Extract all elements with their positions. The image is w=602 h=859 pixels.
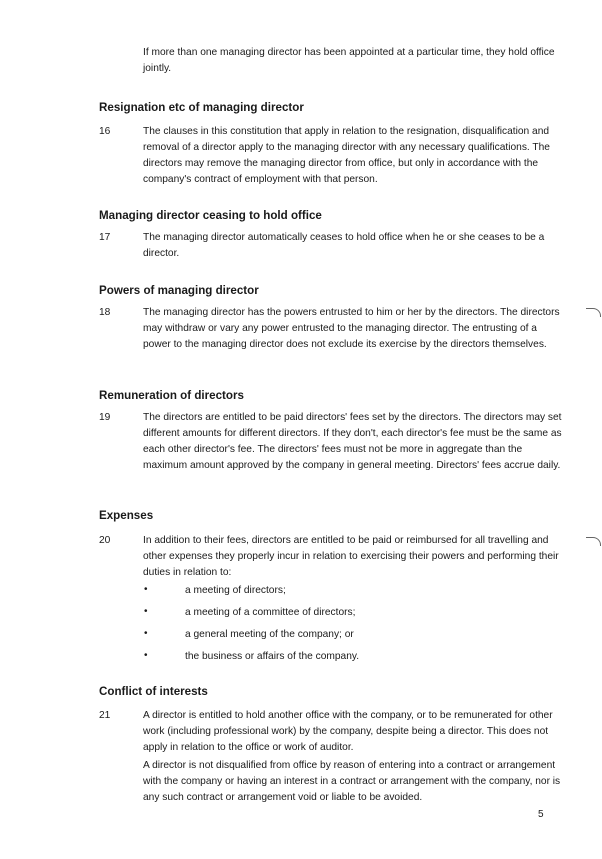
clause-18-text: The managing director has the powers entrusted to him or her by the directors. The directors may withdraw or vary any power entrusted to the managing director. The entrusting of a power to the managing director does not exclude its exercise by the directors themselves. [143, 307, 560, 350]
bullet-marker: • [144, 584, 148, 595]
clause-number-21: 21 [99, 710, 111, 721]
list-item: the business or affairs of the company. [185, 651, 360, 662]
list-item: a meeting of directors; [185, 585, 286, 596]
clause-number-17: 17 [99, 232, 111, 243]
list-item: a general meeting of the company; or [185, 629, 354, 640]
page-number: 5 [538, 809, 544, 820]
clause-21-text: A director is entitled to hold another office with the company, or to be remunerated for other work (including professional work) by the company, despite being a director. This does not apply in relation to the office or work of auditor. [143, 710, 553, 753]
scan-mark [586, 537, 601, 546]
clause-17-text: The managing director automatically ceases to hold office when he or she ceases to be a director. [143, 232, 545, 259]
clause-16-text: The clauses in this constitution that apply in relation to the resignation, disqualification and removal of a director apply to the managing director with any necessary qualifications. The directors may remove the managing director from office, but only in accordance with the company's contract of employment with that person. [143, 126, 550, 185]
heading-remuneration: Remuneration of directors [99, 389, 244, 402]
bullet-marker: • [144, 628, 148, 639]
heading-ceasing-office: Managing director ceasing to hold office [99, 209, 322, 222]
clause-number-18: 18 [99, 307, 111, 318]
clause-19-text: The directors are entitled to be paid directors' fees set by the directors. The directors may set different amounts for different directors. If they don't, each director's fee must be the same as each other director's fee. The directors' fees must not be more in aggregate than the maximum amount approved by the company in general meeting. Directors' fees accrue daily. [143, 412, 562, 471]
clause-number-16: 16 [99, 126, 111, 137]
clause-20-text: In addition to their fees, directors are entitled to be paid or reimbursed for all travelling and other expenses they properly incur in relation to exercising their powers and performing their duties in relation to: [143, 535, 559, 578]
clause-21-text-continued: A director is not disqualified from office by reason of entering into a contract or arrangement with the company or having an interest in a contract or arrangement with the company, nor is any such contract or arrangement void or liable to be avoided. [143, 760, 561, 803]
heading-powers: Powers of managing director [99, 284, 259, 297]
scan-mark [586, 308, 601, 317]
bullet-marker: • [144, 650, 148, 661]
intro-paragraph: If more than one managing director has been appointed at a particular time, they hold office jointly. [143, 47, 555, 74]
heading-conflict: Conflict of interests [99, 685, 208, 698]
clause-number-20: 20 [99, 535, 111, 546]
heading-expenses: Expenses [99, 509, 154, 522]
clause-number-19: 19 [99, 412, 111, 423]
list-item: a meeting of a committee of directors; [185, 607, 356, 618]
heading-resignation: Resignation etc of managing director [99, 101, 304, 114]
bullet-marker: • [144, 606, 148, 617]
